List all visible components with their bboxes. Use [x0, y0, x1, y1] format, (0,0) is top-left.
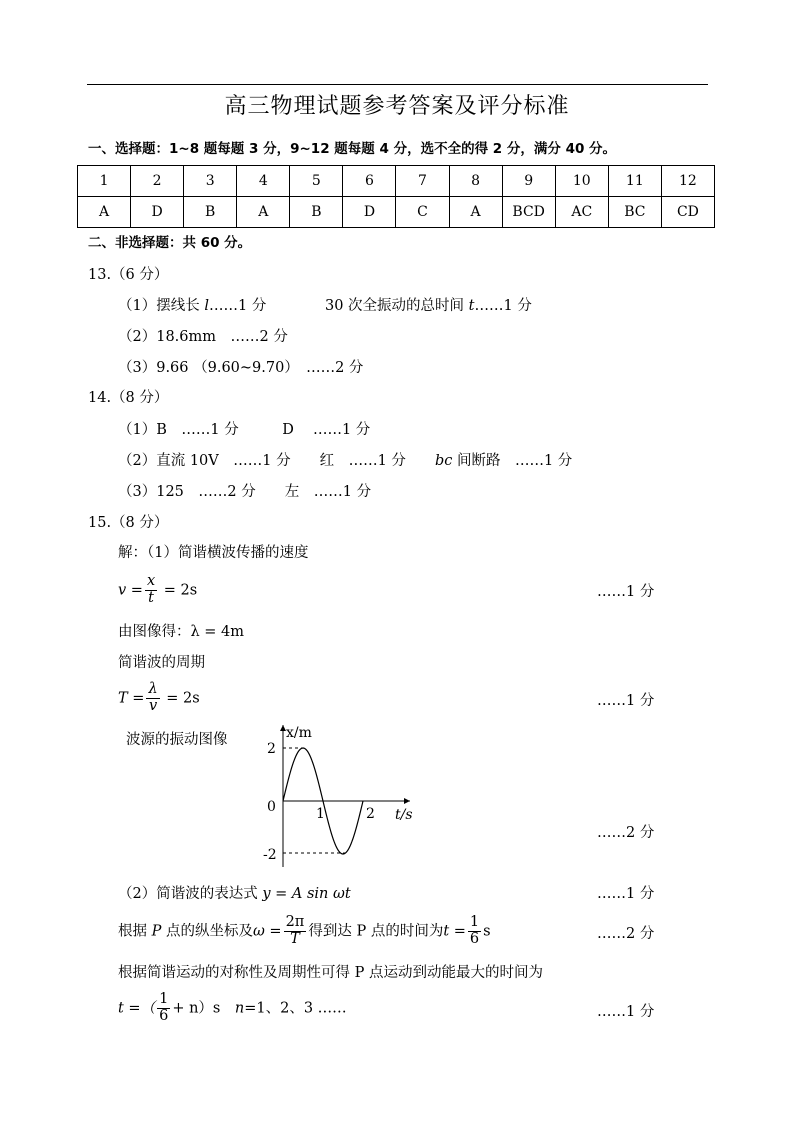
answer-table-answer-cell: D: [131, 197, 184, 228]
graph-origin: 0: [267, 799, 276, 815]
answer-table-answer-cell: A: [449, 197, 502, 228]
answer-table-answer-cell: D: [343, 197, 396, 228]
answer-table-number-cell: 2: [131, 166, 184, 197]
q13-line-3: （3）9.66 （9.60~9.70） ……2 分: [118, 360, 364, 376]
answer-table-number-cell: 12: [661, 166, 714, 197]
graph-y-label: x/m: [286, 725, 312, 741]
answer-table-answer-cell: BC: [608, 197, 661, 228]
answer-table-answer-cell: BCD: [502, 197, 555, 228]
q14-line-3: （3）125 ……2 分 左 ……1 分: [118, 484, 372, 500]
answer-table-number-cell: 8: [449, 166, 502, 197]
q15-solution-line-1: 解：（1）简谐横波传播的速度: [118, 545, 309, 561]
answer-table-answer-row: [78, 197, 715, 228]
graph-x-tick-1: 1: [316, 806, 325, 822]
q15-wavelength-line: 由图像得：λ = 4m: [118, 624, 245, 640]
graph-y-top: 2: [267, 741, 276, 757]
q14-line-1: （1）B ……1 分 D ……1 分: [118, 422, 371, 438]
q15-time-line: 根据 P 点的纵坐标及ω = $\frac{2\pi}{T}$ 得到达 P 点的时间为t = $\frac{1}{6}$ s: [118, 914, 491, 947]
q15-vibration-graph-label: 波源的振动图像: [126, 732, 228, 748]
q15-expression-line: （2）简谐波的表达式 y = A sin ωt: [118, 886, 351, 902]
answer-table-answer-cell: B: [184, 197, 237, 228]
page-title: 高三物理试题参考答案及评分标准: [224, 94, 570, 119]
graph-y-bottom: -2: [263, 847, 277, 863]
graph-x-tick-2: 2: [366, 806, 375, 822]
answer-table-number-cell: 3: [184, 166, 237, 197]
answer-table-answer-cell: B: [290, 197, 343, 228]
answer-table-answer-cell: C: [396, 197, 449, 228]
q13-heading: 13.（6 分）: [88, 267, 169, 283]
answer-table-number-cell: 4: [237, 166, 290, 197]
q15-symmetry-line: 根据简谐运动的对称性及周期性可得 P 点运动到动能最大的时间为: [118, 965, 543, 981]
answer-table-number-cell: 5: [290, 166, 343, 197]
section-2-heading: 二、非选择题：共 60 分。: [88, 235, 252, 251]
q15-final-points: ……1 分: [597, 1004, 655, 1020]
answer-table-number-cell: 7: [396, 166, 449, 197]
q15-time-points: ……2 分: [597, 926, 655, 942]
answer-table-number-cell: 10: [555, 166, 608, 197]
answer-table-number-cell: 11: [608, 166, 661, 197]
answer-table-answer-cell: A: [78, 197, 131, 228]
graph-x-label: t/s: [395, 807, 413, 823]
q14-line-2: （2）直流 10V ……1 分 红 ……1 分 bc 间断路 ……1 分: [118, 453, 573, 469]
section-1-heading: 一、选择题：1~8 题每题 3 分，9~12 题每题 4 分，选不全的得 2 分，满分 40 分。: [88, 141, 617, 157]
q15-final-equation: t =（ $\frac{1}{6}$ + n）s n=1、2、3 ……: [118, 991, 347, 1024]
answer-table-number-cell: 1: [78, 166, 131, 197]
q13-line-2: （2）18.6mm ……2 分: [118, 329, 288, 345]
q15-equation-velocity: v = $\frac{x}{t}$ = 2s: [118, 573, 198, 606]
vibration-graph: [255, 715, 425, 875]
answer-table-answer-cell: AC: [555, 197, 608, 228]
answer-table-number-row: [78, 166, 715, 197]
answer-table-number-cell: 9: [502, 166, 555, 197]
q15-eq1-points: ……1 分: [597, 584, 655, 600]
q13-line-1b: 30 次全振动的总时间 t……1 分: [325, 298, 532, 314]
top-rule: [87, 84, 708, 85]
q13-line-1a: （1）摆线长 l……1 分: [118, 298, 267, 314]
answer-table: [77, 165, 715, 228]
answer-table-answer-cell: CD: [661, 197, 714, 228]
answer-table-number-cell: 6: [343, 166, 396, 197]
q15-equation-period: T = $\frac{\lambda}{v}$ = 2s: [118, 681, 200, 714]
q14-heading: 14.（8 分）: [88, 390, 169, 406]
answer-table-answer-cell: A: [237, 197, 290, 228]
q15-graph-points: ……2 分: [597, 825, 655, 841]
q15-expression-points: ……1 分: [597, 886, 655, 902]
q15-heading: 15.（8 分）: [88, 515, 169, 531]
q15-period-label: 简谐波的周期: [118, 655, 205, 671]
q15-eq2-points: ……1 分: [597, 693, 655, 709]
